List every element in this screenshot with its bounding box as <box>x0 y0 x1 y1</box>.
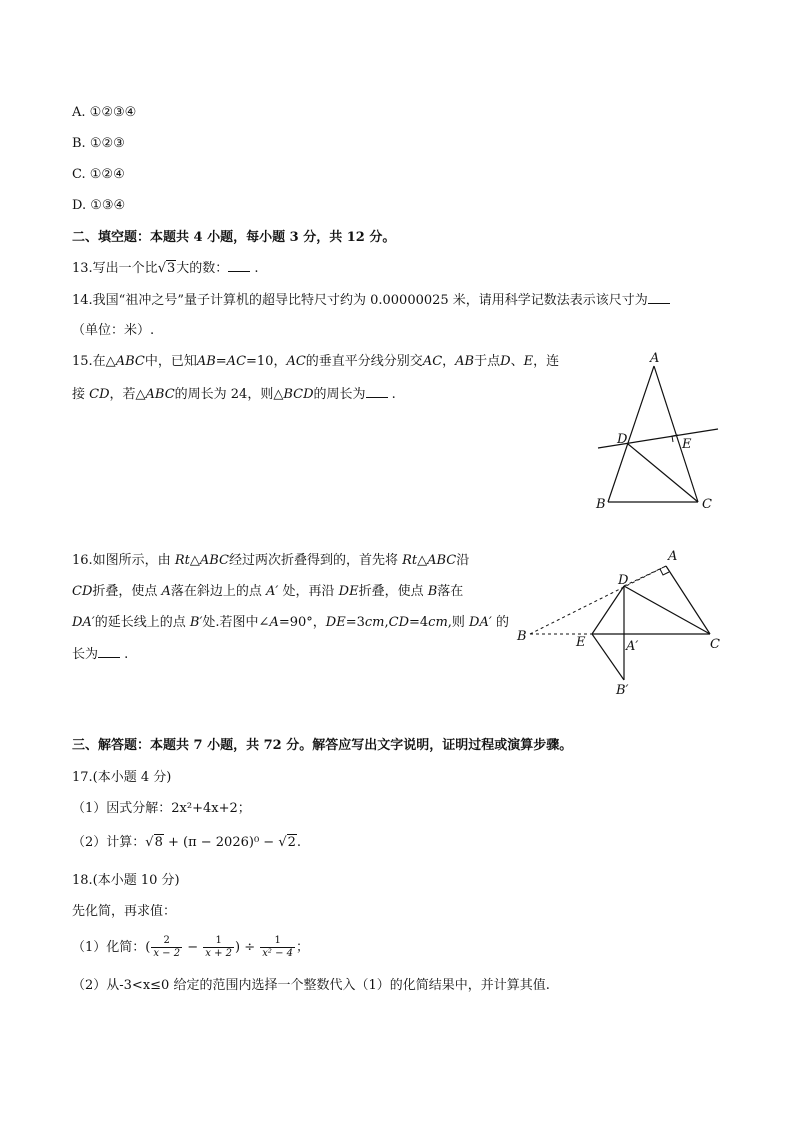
side-ac <box>654 366 698 502</box>
question-15-line1: 15.在△ABC中，已知AB=AC=10，AC的垂直平分线分别交AC，AB于点D、E，连 <box>72 354 560 369</box>
fraction: $\frac{2}{x - 2}$ <box>153 935 181 959</box>
label-d: D <box>618 573 629 588</box>
question-13: 13.写出一个比√3大的数： . <box>72 261 259 276</box>
label-a-prime: A′ <box>626 639 639 654</box>
label-c: C <box>702 497 712 512</box>
answer-blank <box>98 645 120 658</box>
question-17-part1: （1）因式分解：2x²+4x+2； <box>72 801 251 816</box>
question-17-heading: 17.(本小题 4 分) <box>72 770 172 785</box>
folding-figure-2 <box>512 544 728 700</box>
question-15-line2: 接 CD，若△ABC的周长为 24，则△BCD的周长为 . <box>72 387 396 402</box>
fraction: $\frac{1}{\text{x² − 4}}$ <box>262 935 293 959</box>
answer-blank <box>228 259 250 272</box>
fraction: $\frac{1}{x + 2}$ <box>205 935 233 959</box>
label-b-prime: B′ <box>616 683 629 698</box>
segment-dc <box>624 586 710 634</box>
question-18-heading: 18.(本小题 10 分) <box>72 873 180 888</box>
label-b: B <box>517 629 527 644</box>
label-d: D <box>617 432 628 447</box>
question-16-line1: 16.如图所示，由 Rt△ABC经过两次折叠得到的，首先将 Rt△ABC沿 <box>72 553 470 568</box>
answer-blank <box>366 385 388 398</box>
side-ab <box>608 366 654 502</box>
option-b: B. ①②③ <box>72 136 125 151</box>
right-angle-mark <box>660 569 669 575</box>
label-e: E <box>576 635 586 650</box>
question-14-line1: 14.我国“祖冲之号”量子计算机的超导比特尺寸约为 0.00000025 米，请用科学记数法表示该尺寸为 <box>72 291 670 310</box>
side-ac <box>666 566 710 634</box>
question-18-part2: （2）从-3<x≤0 给定的范围内选择一个整数代入（1）的化简结果中，并计算其值. <box>72 978 550 993</box>
label-e: E <box>682 437 692 452</box>
answer-blank <box>648 291 670 304</box>
segment-dc <box>628 444 698 502</box>
section3-title: 三、解答题：本题共 7 小题，共 72 分。解答应写出文字说明，证明过程或演算步骤。 <box>72 738 573 753</box>
dashed-ba <box>530 566 666 634</box>
segment-de <box>592 586 624 634</box>
question-16-line2: CD折叠，使点 A落在斜边上的点 A′ 处，再沿 DE折叠，使点 B落在 <box>72 584 464 599</box>
segment-eb-prime <box>592 634 624 680</box>
label-a: A <box>668 549 678 564</box>
question-17-part2: （2）计算：√8 + (π − 2026)⁰ − √2. <box>72 835 302 850</box>
option-d: D. ①③④ <box>72 198 126 213</box>
question-18-part1: （1）化简：( $\frac{2}{x - 2}$ − $\frac{1}{x + 2}$ ) ÷ $\frac{1}{\text{x² − 4}}$ ； <box>72 935 310 959</box>
section2-title: 二、填空题：本题共 4 小题，每小题 3 分，共 12 分。 <box>72 230 396 245</box>
question-16-line3: DA′的延长线上的点 B′处.若图中∠A=90°，DE=3cm,CD=4cm,则 DA′ 的 <box>72 615 509 630</box>
triangle-figure-1 <box>590 346 730 516</box>
question-14-line2: （单位：米）. <box>72 323 155 338</box>
label-a: A <box>650 351 660 366</box>
label-c: C <box>710 637 720 652</box>
option-a: A. ①②③④ <box>72 105 137 120</box>
option-c: C. ①②④ <box>72 167 125 182</box>
question-18-intro: 先化简，再求值： <box>72 904 177 919</box>
perpendicular-bisector <box>598 429 718 448</box>
question-16-line4: 长为 . <box>72 647 129 662</box>
label-b: B <box>596 497 606 512</box>
